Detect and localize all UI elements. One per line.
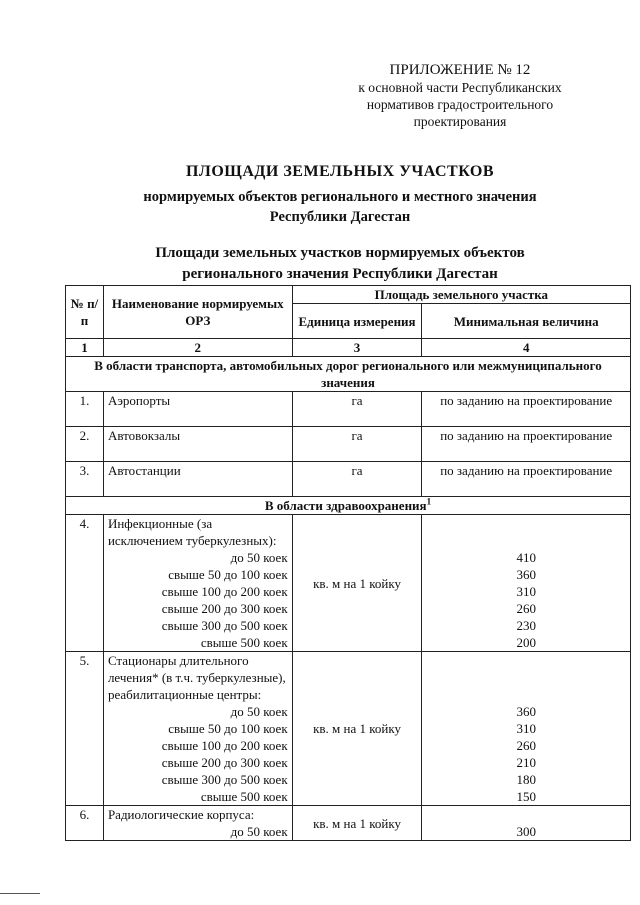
footnote-divider: [0, 893, 40, 894]
row-num: 6.: [66, 806, 104, 841]
row-subitem: свыше 100 до 200 коек: [161, 584, 288, 599]
row-value: 310: [516, 721, 536, 736]
appendix-line-3: нормативов градостроительного: [366, 97, 554, 112]
row-values-cell: [422, 806, 631, 841]
land-area-table: [65, 285, 631, 841]
row-subitem: свыше 300 до 500 коек: [161, 772, 288, 787]
appendix-line-2: к основной части Республиканских: [358, 80, 562, 95]
row-name-cell: [103, 806, 292, 841]
row-subitem: свыше 300 до 500 коек: [161, 618, 288, 633]
row-subitem: до 50 коек: [230, 824, 288, 839]
appendix-line-4: проектирования: [413, 114, 507, 129]
appendix-number: ПРИЛОЖЕНИЕ № 12: [389, 62, 531, 78]
header-min: Минимальная величина: [422, 304, 631, 339]
col-number-3: 3: [292, 339, 422, 357]
row-num: 1.: [66, 392, 104, 427]
table-title-line-2: регионального значения Республики Дагестан: [182, 266, 498, 282]
row-value: 230: [516, 618, 536, 633]
row-value: 260: [516, 601, 536, 616]
section-transport: В области транспорта, автомобильных дорог регионального или межмуниципального значения: [66, 357, 631, 392]
row-num: 5.: [66, 652, 104, 806]
row-name: Инфекционные (за исключением туберкулезных):: [107, 516, 277, 548]
row-subitem: свыше 200 до 300 коек: [161, 755, 288, 770]
page-title: ПЛОЩАДИ ЗЕМЕЛЬНЫХ УЧАСТКОВ: [185, 163, 495, 180]
footnote-marker: 1: [426, 496, 432, 507]
row-value: 300: [516, 824, 536, 839]
row-subitem: до 50 коек: [230, 704, 288, 719]
row-name-cell: [103, 652, 292, 806]
row-value: 410: [516, 550, 536, 565]
row-unit: кв. м на 1 койку: [292, 806, 422, 841]
row-values-cell: [422, 652, 631, 806]
row-unit: га: [292, 427, 422, 462]
row-subitem: свыше 50 до 100 коек: [168, 721, 288, 736]
section-row-health: [66, 497, 631, 515]
col-number-2: 2: [103, 339, 292, 357]
page-subtitle: [60, 187, 620, 227]
row-subitem: до 50 коек: [230, 550, 288, 565]
appendix-block: [330, 62, 590, 130]
section-health-label: В области здравоохранения: [264, 498, 427, 513]
row-unit: га: [292, 392, 422, 427]
row-name-cell: [103, 515, 292, 652]
row-subitem: свыше 500 коек: [200, 789, 288, 804]
row-num: 4.: [66, 515, 104, 652]
table-title-line-1: Площади земельных участков нормируемых объектов: [155, 245, 525, 261]
row-num: 3.: [66, 462, 104, 497]
col-number-4: 4: [422, 339, 631, 357]
row-value: 200: [516, 635, 536, 650]
row-value: 360: [516, 704, 536, 719]
row-value: 360: [516, 567, 536, 582]
row-value: 310: [516, 584, 536, 599]
section-health: [66, 497, 631, 515]
header-num: № п/п: [66, 286, 104, 339]
table-title: [60, 243, 620, 285]
row-subitem: свыше 50 до 100 коек: [168, 567, 288, 582]
column-number-row: [66, 339, 631, 357]
header-row: [66, 286, 631, 304]
col-number-1: 1: [66, 339, 104, 357]
row-value: 150: [516, 789, 536, 804]
row-value: по заданию на проектирование: [422, 392, 631, 427]
subtitle-line-1: нормируемых объектов регионального и местного значения: [143, 189, 537, 205]
row-value: по заданию на проектирование: [422, 462, 631, 497]
row-value: 260: [516, 738, 536, 753]
row-unit: кв. м на 1 койку: [292, 515, 422, 652]
table-row: [66, 806, 631, 841]
table-row: [66, 515, 631, 652]
row-num: 2.: [66, 427, 104, 462]
row-name: Автостанции: [103, 462, 292, 497]
header-unit: Единица измерения: [292, 304, 422, 339]
row-unit: га: [292, 462, 422, 497]
subtitle-line-2: Республики Дагестан: [269, 209, 411, 225]
row-subitem: свыше 500 коек: [200, 635, 288, 650]
row-name: Радиологические корпуса:: [107, 807, 255, 822]
header-area: Площадь земельного участка: [292, 286, 630, 304]
row-name: Стационары длительного лечения* (в т.ч. туберкулезные), реабилитационные центры:: [107, 653, 286, 702]
row-value: по заданию на проектирование: [422, 427, 631, 462]
row-value: 210: [516, 755, 536, 770]
row-values-cell: [422, 515, 631, 652]
table-row: [66, 652, 631, 806]
table-row: [66, 392, 631, 427]
row-name: Автовокзалы: [103, 427, 292, 462]
row-subitem: свыше 100 до 200 коек: [161, 738, 288, 753]
row-subitem: свыше 200 до 300 коек: [161, 601, 288, 616]
table-row: [66, 462, 631, 497]
row-value: 180: [516, 772, 536, 787]
section-row-transport: [66, 357, 631, 392]
header-name: Наименование нормируемых ОРЗ: [103, 286, 292, 339]
row-unit: кв. м на 1 койку: [292, 652, 422, 806]
table-row: [66, 427, 631, 462]
row-name: Аэропорты: [103, 392, 292, 427]
